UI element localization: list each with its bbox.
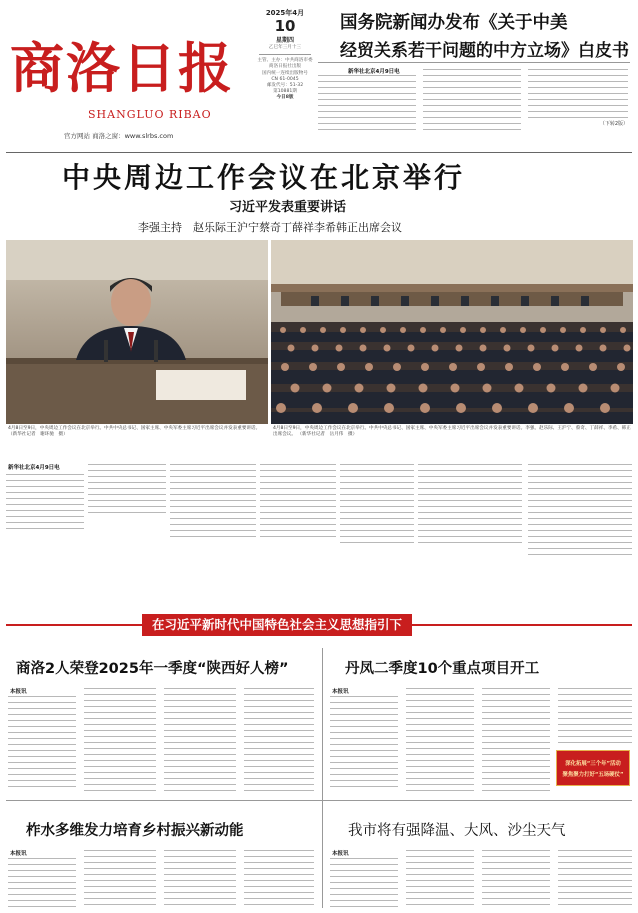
unified-number: CN 61-0045 [271, 76, 299, 82]
story-c-byline: 本报讯 [10, 851, 27, 857]
date-day: 10 [274, 17, 296, 35]
story-c-headline: 柞水多维发力培育乡村振兴新动能 [26, 823, 244, 839]
caption-right [273, 426, 631, 439]
story-b-headline: 丹凤二季度10个重点项目开工 [345, 661, 540, 677]
main-attendees: 李强主持 赵乐际王沪宁蔡奇丁薛祥李希韩正出席会议 [138, 221, 402, 234]
main-story-body [6, 460, 632, 600]
story-d-body [330, 848, 632, 910]
top-story-title-2: 经贸关系若干问题的中方立场》白皮书 [340, 41, 629, 61]
campaign-badge-line-1: 深化拓展“三个年”活动 [565, 761, 621, 767]
date-lunar: 乙巳年三月十三 [268, 45, 302, 50]
story-d-headline: 我市将有强降温、大风、沙尘天气 [348, 823, 566, 839]
date-year-month: 2025年4月 [265, 9, 305, 17]
story-a-headline: 商洛2人荣登2025年一季度“陕西好人榜” [16, 661, 289, 677]
theme-banner-text: 在习近平新时代中国特色社会主义思想指引下 [142, 614, 412, 636]
story-b-byline: 本报讯 [332, 689, 349, 695]
story-a-byline: 本报讯 [10, 689, 27, 695]
website-line: 官方网站 商洛之窗：www.slrbs.com [64, 132, 174, 140]
photo-conference-hall [271, 240, 633, 424]
caption-right-text: 4月8日至9日，中央周边工作会议在北京举行。中共中央总书记、国家主席、中央军委主席习近平出席会议并发表重要讲话。李强、赵乐际、王沪宁、蔡奇、丁薛祥、李希、韩正出席会议。 [273, 426, 631, 438]
caption-left-credit: （新华社记者 谢环驰 摄） [8, 432, 68, 438]
sponsor-line-2: 商洛日报社出版 [268, 64, 302, 70]
main-story-lead: 新华社北京4月9日电 [8, 465, 60, 471]
story-a-body [8, 686, 314, 794]
date-block [255, 6, 315, 134]
top-story-title-1: 国务院新闻办发布《关于中美 [340, 13, 568, 33]
masthead-title: 商洛日报 [10, 36, 234, 100]
photo-leader-speech [6, 240, 268, 424]
story-d-byline: 本报讯 [332, 851, 349, 857]
date-weekday: 星期四 [275, 37, 294, 44]
masthead [6, 6, 254, 166]
sponsor-line-1: 主管、主办：中共商洛市委 [257, 58, 313, 64]
caption-left-text: 4月8日至9日，中央周边工作会议在北京举行。中共中央总书记、国家主席、中央军委主席习近平出席会议并发表重要讲话。 [8, 426, 261, 431]
continued-note: （下转2版） [599, 121, 628, 127]
unified-number-label: 国内统一连续出版物号 [262, 70, 308, 76]
top-story-lead: 新华社北京4月9日电 [348, 69, 400, 75]
masthead-pinyin: SHANGLUO RIBAO [88, 108, 212, 121]
caption-right-credit: （新华社记者 岳月伟 摄） [297, 432, 358, 438]
top-story-body [318, 66, 630, 134]
campaign-badge [556, 750, 630, 786]
story-c-body [8, 848, 314, 910]
main-subhead: 习近平发表重要讲话 [229, 200, 347, 215]
caption-left [8, 426, 266, 439]
page-count: 今日8版 [276, 95, 294, 101]
photo-illustration [6, 240, 268, 424]
photo-illustration [271, 240, 633, 424]
main-headline: 中央周边工作会议在北京举行 [62, 161, 466, 194]
theme-banner [6, 614, 632, 636]
issue-number: 第10881期 [273, 89, 297, 95]
campaign-badge-line-2: 聚焦聚力打好“五场硬仗” [562, 772, 624, 778]
postal-code: 邮发代号：51-32 [266, 83, 304, 89]
